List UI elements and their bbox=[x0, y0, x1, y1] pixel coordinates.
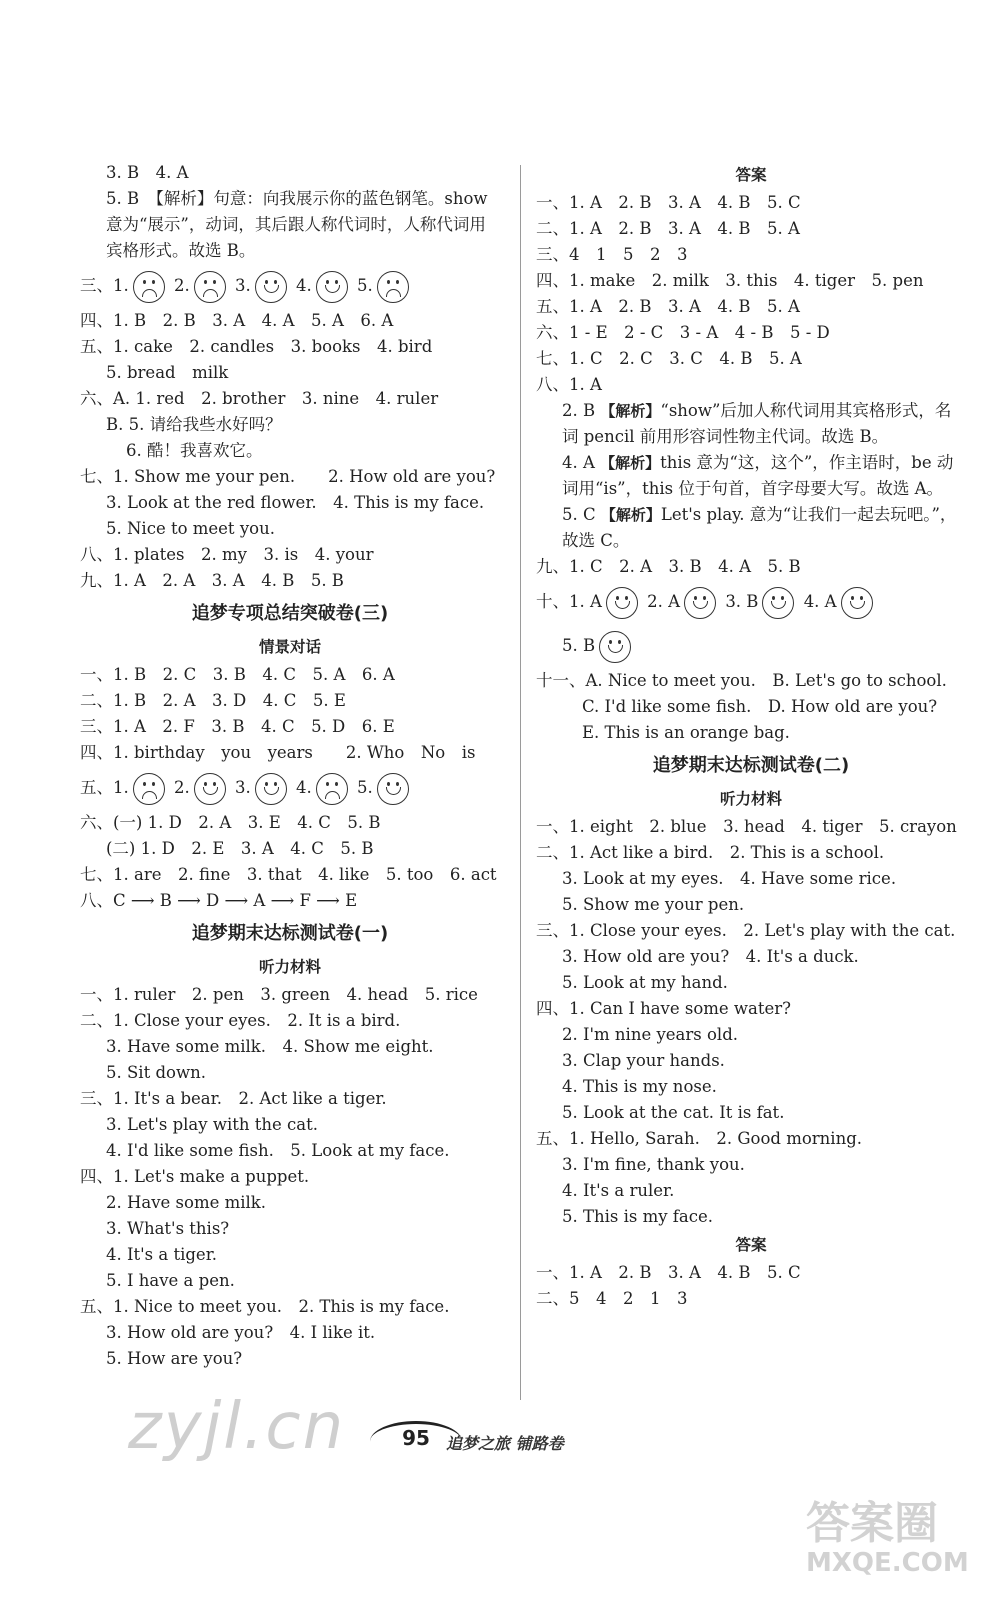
section-subtitle: 情景对话 bbox=[258, 638, 321, 656]
happy-face-icon bbox=[255, 773, 287, 805]
answer-line: 一、1. B 2. C 3. B 4. C 5. A 6. A bbox=[80, 665, 395, 684]
listening-line: 4. It's a tiger. bbox=[106, 1245, 218, 1264]
answer-line: C. I'd like some fish. D. How old are you? bbox=[582, 697, 938, 716]
listening-line: 2. I'm nine years old. bbox=[562, 1025, 739, 1044]
face-answer-row bbox=[536, 580, 966, 624]
answer-line: (二) 1. D 2. E 3. A 4. C 5. B bbox=[106, 839, 374, 858]
item-label: 5. bbox=[357, 778, 373, 797]
face-answer-row bbox=[80, 264, 500, 308]
answers-heading: 答案 bbox=[735, 166, 767, 184]
listening-line: 3. I'm fine, thank you. bbox=[562, 1155, 745, 1174]
answer-line: E. This is an orange bag. bbox=[582, 723, 790, 742]
happy-face-icon bbox=[841, 587, 873, 619]
happy-face-icon bbox=[255, 271, 287, 303]
page-footer bbox=[0, 1415, 1000, 1475]
answer-line: 二、1. A 2. B 3. A 4. B 5. A bbox=[536, 219, 800, 238]
listening-line: 五、1. Hello, Sarah. 2. Good morning. bbox=[536, 1129, 863, 1148]
answer-line: 六、1 - E 2 - C 3 - A 4 - B 5 - D bbox=[536, 323, 830, 342]
listening-line: 三、1. Close your eyes. 2. Let's play with the cat. bbox=[536, 921, 956, 940]
listening-line: 3. Clap your hands. bbox=[562, 1051, 725, 1070]
analysis-tag: 【解析】 bbox=[600, 454, 661, 472]
listening-line: 3. Have some milk. 4. Show me eight. bbox=[106, 1037, 434, 1056]
answer-line: 5. Nice to meet you. bbox=[106, 519, 275, 538]
watermark-logo-text: 答案圈 bbox=[806, 1498, 938, 1549]
happy-face-icon bbox=[599, 631, 631, 663]
listening-line: 二、1. Close your eyes. 2. It is a bird. bbox=[80, 1011, 401, 1030]
item-label: 5. bbox=[357, 276, 373, 295]
answer-line: 八、1. A bbox=[536, 375, 602, 394]
sad-face-icon bbox=[133, 773, 165, 805]
listening-line: 3. Look at my eyes. 4. Have some rice. bbox=[562, 869, 897, 888]
answer-line: 八、C ⟶ B ⟶ D ⟶ A ⟶ F ⟶ E bbox=[80, 891, 358, 910]
item-label: 4. bbox=[296, 276, 312, 295]
happy-face-icon bbox=[377, 773, 409, 805]
answer-line: 四、1. make 2. milk 3. this 4. tiger 5. pen bbox=[536, 271, 924, 290]
answer-line: 三、1. A 2. F 3. B 4. C 5. D 6. E bbox=[80, 717, 395, 736]
corner-watermark bbox=[806, 1500, 976, 1590]
listening-line: 3. Let's play with the cat. bbox=[106, 1115, 318, 1134]
happy-face-icon bbox=[606, 587, 638, 619]
item-label: 2. bbox=[174, 276, 190, 295]
answer-line: 六、(一) 1. D 2. A 3. E 4. C 5. B bbox=[80, 813, 381, 832]
answer-line: 四、1. birthday you years 2. Who No is bbox=[80, 743, 476, 762]
answer-line: 四、1. B 2. B 3. A 4. A 5. A 6. A bbox=[80, 311, 394, 330]
sad-face-icon bbox=[316, 773, 348, 805]
listening-line: 5. How are you? bbox=[106, 1349, 243, 1368]
answer-line: 七、1. C 2. C 3. C 4. B 5. A bbox=[536, 349, 802, 368]
analysis-tag: 【解析】 bbox=[600, 402, 661, 420]
sad-face-icon bbox=[194, 271, 226, 303]
listening-line: 一、1. eight 2. blue 3. head 4. tiger 5. crayon bbox=[536, 817, 957, 836]
analysis-tag: 【解析】 bbox=[600, 506, 661, 524]
section-subtitle: 听力材料 bbox=[719, 790, 782, 808]
listening-line: 三、1. It's a bear. 2. Act like a tiger. bbox=[80, 1089, 387, 1108]
sad-face-icon bbox=[133, 271, 165, 303]
answer-line: 八、1. plates 2. my 3. is 4. your bbox=[80, 545, 374, 564]
answer-number: 5. C bbox=[562, 505, 596, 524]
listening-line: 4. This is my nose. bbox=[562, 1077, 717, 1096]
answer-explanation: 5. B 【解析】句意：向我展示你的蓝色钢笔。show 意为“展示”，动词，其后跟人称代词时，人称代词用宾格形式。故选 B。 bbox=[106, 189, 488, 260]
listening-line: 5. Look at my hand. bbox=[562, 973, 728, 992]
answer-explanation bbox=[536, 398, 966, 450]
listening-line: 4. It's a ruler. bbox=[562, 1181, 675, 1200]
column-divider bbox=[520, 165, 521, 1400]
item-label: 4. bbox=[296, 778, 312, 797]
left-column bbox=[80, 160, 500, 1372]
listening-line: 5. I have a pen. bbox=[106, 1271, 235, 1290]
answer-line: 5. bread milk bbox=[106, 363, 229, 382]
answer-line: 五、1. cake 2. candles 3. books 4. bird bbox=[80, 337, 433, 356]
listening-line: 一、1. ruler 2. pen 3. green 4. head 5. rice bbox=[80, 985, 478, 1004]
answer-line: 九、1. A 2. A 3. A 4. B 5. B bbox=[80, 571, 344, 590]
answer-line: 3. B 4. A bbox=[106, 163, 189, 182]
answer-line: 十一、A. Nice to meet you. B. Let's go to school. bbox=[536, 671, 947, 690]
item-label: 2. bbox=[174, 778, 190, 797]
answer-line: 七、1. Show me your pen. 2. How old are you? bbox=[80, 467, 496, 486]
answer-explanation bbox=[536, 502, 966, 554]
happy-face-icon bbox=[762, 587, 794, 619]
answer-number: 4. A bbox=[562, 453, 595, 472]
happy-face-icon bbox=[684, 587, 716, 619]
analysis-text: Let's play. 意为“让我们一起去玩吧。”，故选 C。 bbox=[562, 505, 957, 550]
listening-line: 2. Have some milk. bbox=[106, 1193, 267, 1212]
item-label: 2. A bbox=[647, 592, 681, 611]
answer-line: 二、5 4 2 1 3 bbox=[536, 1289, 688, 1308]
answer-line: 6. 酷！我喜欢它。 bbox=[126, 441, 263, 460]
face-answer-row bbox=[80, 766, 500, 810]
sad-face-icon bbox=[377, 271, 409, 303]
analysis-text: “show”后加人称代词用其宾格形式，名词 pencil 前用形容词性物主代词。故选 B。 bbox=[562, 401, 952, 446]
answer-line: 二、1. B 2. A 3. D 4. C 5. E bbox=[80, 691, 346, 710]
answers-heading: 答案 bbox=[735, 1236, 767, 1254]
listening-line: 3. How old are you? 4. I like it. bbox=[106, 1323, 376, 1342]
site-watermark: zyjl.cn bbox=[128, 1390, 346, 1464]
section-title: 追梦期末达标测试卷(二) bbox=[652, 755, 850, 776]
watermark-domain: MXQE.COM bbox=[806, 1548, 969, 1578]
face-answer-row bbox=[536, 624, 966, 668]
item-label: 5. B bbox=[562, 636, 596, 655]
answer-line: 七、1. are 2. fine 3. that 4. like 5. too 6. act bbox=[80, 865, 497, 884]
listening-line: 3. How old are you? 4. It's a duck. bbox=[562, 947, 859, 966]
section-title: 追梦专项总结突破卷(三) bbox=[191, 603, 389, 624]
answer-line: B. 5. 请给我些水好吗？ bbox=[106, 415, 282, 434]
answer-number: 2. B bbox=[562, 401, 596, 420]
answer-line: 三、4 1 5 2 3 bbox=[536, 245, 688, 264]
listening-line: 5. Show me your pen. bbox=[562, 895, 745, 914]
happy-face-icon bbox=[316, 271, 348, 303]
row-prefix: 五、1. bbox=[80, 778, 129, 797]
row-prefix: 十、1. A bbox=[536, 592, 602, 611]
answer-line: 六、A. 1. red 2. brother 3. nine 4. ruler bbox=[80, 389, 439, 408]
answer-line: 3. Look at the red flower. 4. This is my face. bbox=[106, 493, 485, 512]
page-number: 95 bbox=[402, 1426, 430, 1450]
analysis-text: this 意为“这，这个”，作主语时，be 动词用“is”，this 位于句首，首字母要大写。故选 A。 bbox=[562, 453, 954, 498]
listening-line: 5. Sit down. bbox=[106, 1063, 206, 1082]
happy-face-icon bbox=[194, 773, 226, 805]
brand-logo: 追梦之旅 铺路卷 bbox=[446, 1434, 564, 1453]
answer-line: 九、1. C 2. A 3. B 4. A 5. B bbox=[536, 557, 801, 576]
answer-line: 一、1. A 2. B 3. A 4. B 5. C bbox=[536, 1263, 801, 1282]
item-label: 4. A bbox=[803, 592, 837, 611]
listening-line: 二、1. Act like a bird. 2. This is a school. bbox=[536, 843, 885, 862]
item-label: 3. B bbox=[725, 592, 759, 611]
listening-line: 4. I'd like some fish. 5. Look at my face. bbox=[106, 1141, 450, 1160]
item-label: 3. bbox=[235, 276, 251, 295]
answer-explanation bbox=[536, 450, 966, 502]
row-prefix: 三、1. bbox=[80, 276, 129, 295]
listening-line: 四、1. Can I have some water? bbox=[536, 999, 792, 1018]
section-title: 追梦期末达标测试卷(一) bbox=[191, 923, 389, 944]
answer-line: 一、1. A 2. B 3. A 4. B 5. C bbox=[536, 193, 801, 212]
item-label: 3. bbox=[235, 778, 251, 797]
listening-line: 四、1. Let's make a puppet. bbox=[80, 1167, 310, 1186]
listening-line: 5. Look at the cat. It is fat. bbox=[562, 1103, 785, 1122]
section-subtitle: 听力材料 bbox=[258, 958, 321, 976]
listening-line: 五、1. Nice to meet you. 2. This is my face. bbox=[80, 1297, 450, 1316]
answer-line: 五、1. A 2. B 3. A 4. B 5. A bbox=[536, 297, 800, 316]
right-column bbox=[536, 160, 966, 1312]
listening-line: 3. What's this? bbox=[106, 1219, 230, 1238]
listening-line: 5. This is my face. bbox=[562, 1207, 714, 1226]
